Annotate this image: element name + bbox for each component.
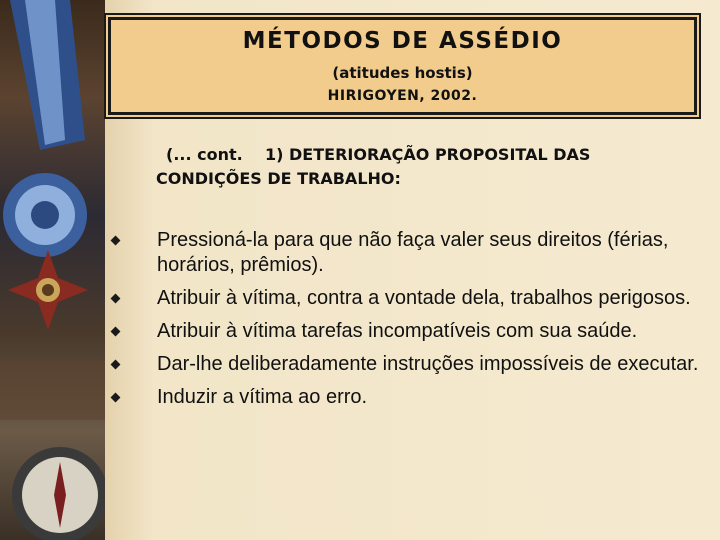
diamond-bullet-icon	[111, 360, 121, 370]
diamond-bullet-icon	[111, 393, 121, 403]
list-item-text: Atribuir à vítima tarefas incompatíveis com sua saúde.	[157, 320, 638, 342]
bullet-list	[112, 228, 717, 418]
diamond-bullet-icon	[111, 327, 121, 337]
page-title: MÉTODOS DE ASSÉDIO	[242, 28, 563, 54]
list-item	[112, 228, 717, 278]
decorative-medal-image	[0, 0, 105, 540]
list-item	[112, 286, 717, 311]
page-subtitle: (atitudes hostis)	[332, 64, 473, 82]
section-heading-line-1: (... cont. 1) DETERIORAÇÃO PROPOSITAL DAS	[166, 145, 591, 164]
list-item-text: Dar-lhe deliberadamente instruções impossíveis de executar.	[157, 353, 699, 375]
diamond-bullet-icon	[111, 236, 121, 246]
diamond-bullet-icon	[111, 294, 121, 304]
list-item	[112, 352, 717, 377]
medal-illustration	[0, 0, 105, 540]
list-item-text: Pressioná-la para que não faça valer seus direitos (férias, horários, prêmios).	[157, 229, 669, 276]
author-citation: HIRIGOYEN, 2002.	[327, 88, 478, 104]
list-item	[112, 385, 717, 410]
section-heading	[156, 143, 716, 191]
section-heading-line-2: CONDIÇÕES DE TRABALHO:	[156, 169, 401, 188]
list-item	[112, 319, 717, 344]
list-item-text: Atribuir à vítima, contra a vontade dela, trabalhos perigosos.	[157, 287, 691, 309]
title-box	[108, 17, 697, 115]
list-item-text: Induzir a vítima ao erro.	[157, 386, 368, 408]
